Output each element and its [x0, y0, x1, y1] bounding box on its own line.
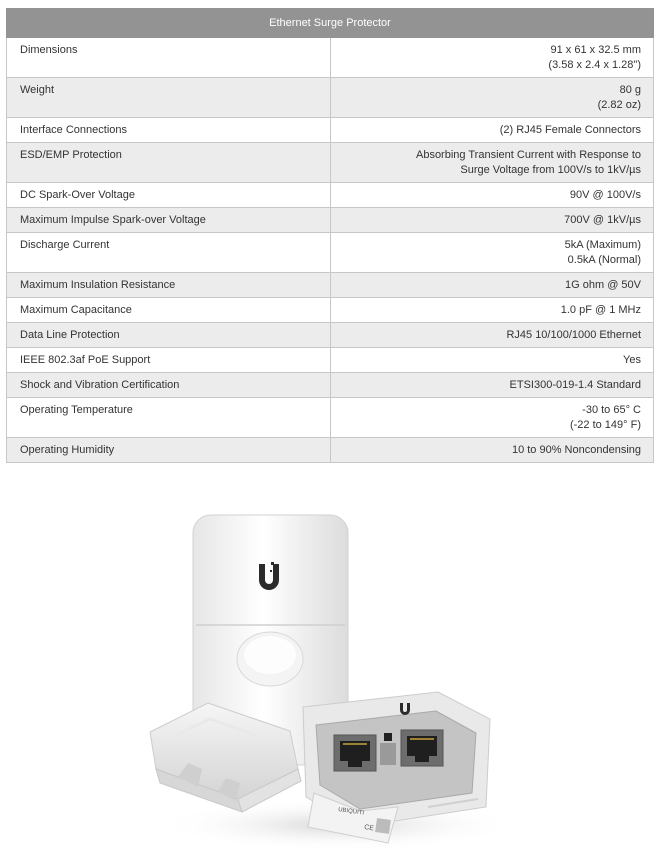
- spec-value-line: 5kA (Maximum): [564, 239, 641, 251]
- spec-value: [330, 323, 654, 348]
- spec-label: Shock and Vibration Certification: [7, 373, 331, 398]
- surge-protector-photo: [138, 507, 524, 852]
- spec-label: Dimensions: [7, 38, 331, 78]
- spec-label: IEEE 802.3af PoE Support: [7, 348, 331, 373]
- rj45-port-right-icon: [401, 730, 443, 766]
- spec-value-line: RJ45 10/100/1000 Ethernet: [506, 329, 641, 341]
- spec-value: [330, 118, 654, 143]
- spec-value-line: (2.82 oz): [597, 99, 641, 111]
- spec-value-line: ETSI300-019-1.4 Standard: [509, 379, 641, 391]
- spec-value: [330, 273, 654, 298]
- spec-value: [330, 38, 654, 78]
- qr-code-icon: [375, 818, 391, 834]
- spec-value-line: -30 to 65° C: [582, 404, 641, 416]
- spec-row-maximum-impulse-spark-over-voltage: [7, 208, 654, 233]
- spec-value: [330, 78, 654, 118]
- rj45-port-left-icon: [334, 735, 376, 771]
- spec-value: [330, 298, 654, 323]
- spec-label: Operating Humidity: [7, 438, 331, 463]
- spec-value-line: 80 g: [619, 84, 641, 96]
- spec-value-line: 1G ohm @ 50V: [565, 279, 641, 291]
- spec-row-weight: [7, 78, 654, 118]
- spec-value: [330, 398, 654, 438]
- spec-label: Data Line Protection: [7, 323, 331, 348]
- spec-row-interface-connections: [7, 118, 654, 143]
- label-brand: UBIQUITI: [337, 807, 365, 817]
- spec-label: Maximum Capacitance: [7, 298, 331, 323]
- spec-table-body: [7, 38, 654, 463]
- ce-mark: CE: [363, 824, 375, 833]
- spec-row-dimensions: [7, 38, 654, 78]
- spec-value-line: 700V @ 1kV/µs: [564, 214, 641, 226]
- spec-label: Maximum Insulation Resistance: [7, 273, 331, 298]
- spec-label: DC Spark-Over Voltage: [7, 183, 331, 208]
- spec-table: [6, 8, 654, 463]
- spec-row-discharge-current: [7, 233, 654, 273]
- spec-value-line: Surge Voltage from 100V/s to 1kV/µs: [460, 164, 641, 176]
- spec-value-line: (-22 to 149° F): [569, 419, 641, 431]
- spec-value-line: 1.0 pF @ 1 MHz: [560, 304, 641, 316]
- spec-row-ieee-802-3af-poe-support: [7, 348, 654, 373]
- spec-row-esd-emp-protection: [7, 143, 654, 183]
- spec-row-operating-temperature: [7, 398, 654, 438]
- spec-value: [330, 438, 654, 463]
- spec-value-line: 0.5kA (Normal): [567, 254, 641, 266]
- spec-value-line: 91 x 61 x 32.5 mm: [550, 44, 641, 56]
- spec-value: [330, 348, 654, 373]
- spec-label: ESD/EMP Protection: [7, 143, 331, 183]
- spec-value: [330, 208, 654, 233]
- spec-value-line: (3.58 x 2.4 x 1.28"): [548, 59, 641, 71]
- spec-value-line: Yes: [623, 354, 641, 366]
- spec-table-title: Ethernet Surge Protector: [7, 9, 654, 38]
- spec-row-shock-and-vibration-certification: [7, 373, 654, 398]
- spec-table-header-row: [7, 9, 654, 38]
- spec-value: [330, 143, 654, 183]
- spec-label: Operating Temperature: [7, 398, 331, 438]
- spec-row-data-line-protection: [7, 323, 654, 348]
- spec-value: [330, 233, 654, 273]
- spec-value: [330, 373, 654, 398]
- spec-row-maximum-insulation-resistance: [7, 273, 654, 298]
- spec-row-dc-spark-over-voltage: [7, 183, 654, 208]
- spec-value-line: (2) RJ45 Female Connectors: [499, 124, 641, 136]
- spec-value-line: 90V @ 100V/s: [569, 189, 641, 201]
- spec-row-operating-humidity: [7, 438, 654, 463]
- spec-value-line: 10 to 90% Noncondensing: [511, 444, 641, 456]
- spec-label: Maximum Impulse Spark-over Voltage: [7, 208, 331, 233]
- spec-value: [330, 183, 654, 208]
- spec-label: Discharge Current: [7, 233, 331, 273]
- spec-row-maximum-capacitance: [7, 298, 654, 323]
- spec-label: Weight: [7, 78, 331, 118]
- spec-value-line: Absorbing Transient Current with Response to: [415, 149, 641, 161]
- spec-label: Interface Connections: [7, 118, 331, 143]
